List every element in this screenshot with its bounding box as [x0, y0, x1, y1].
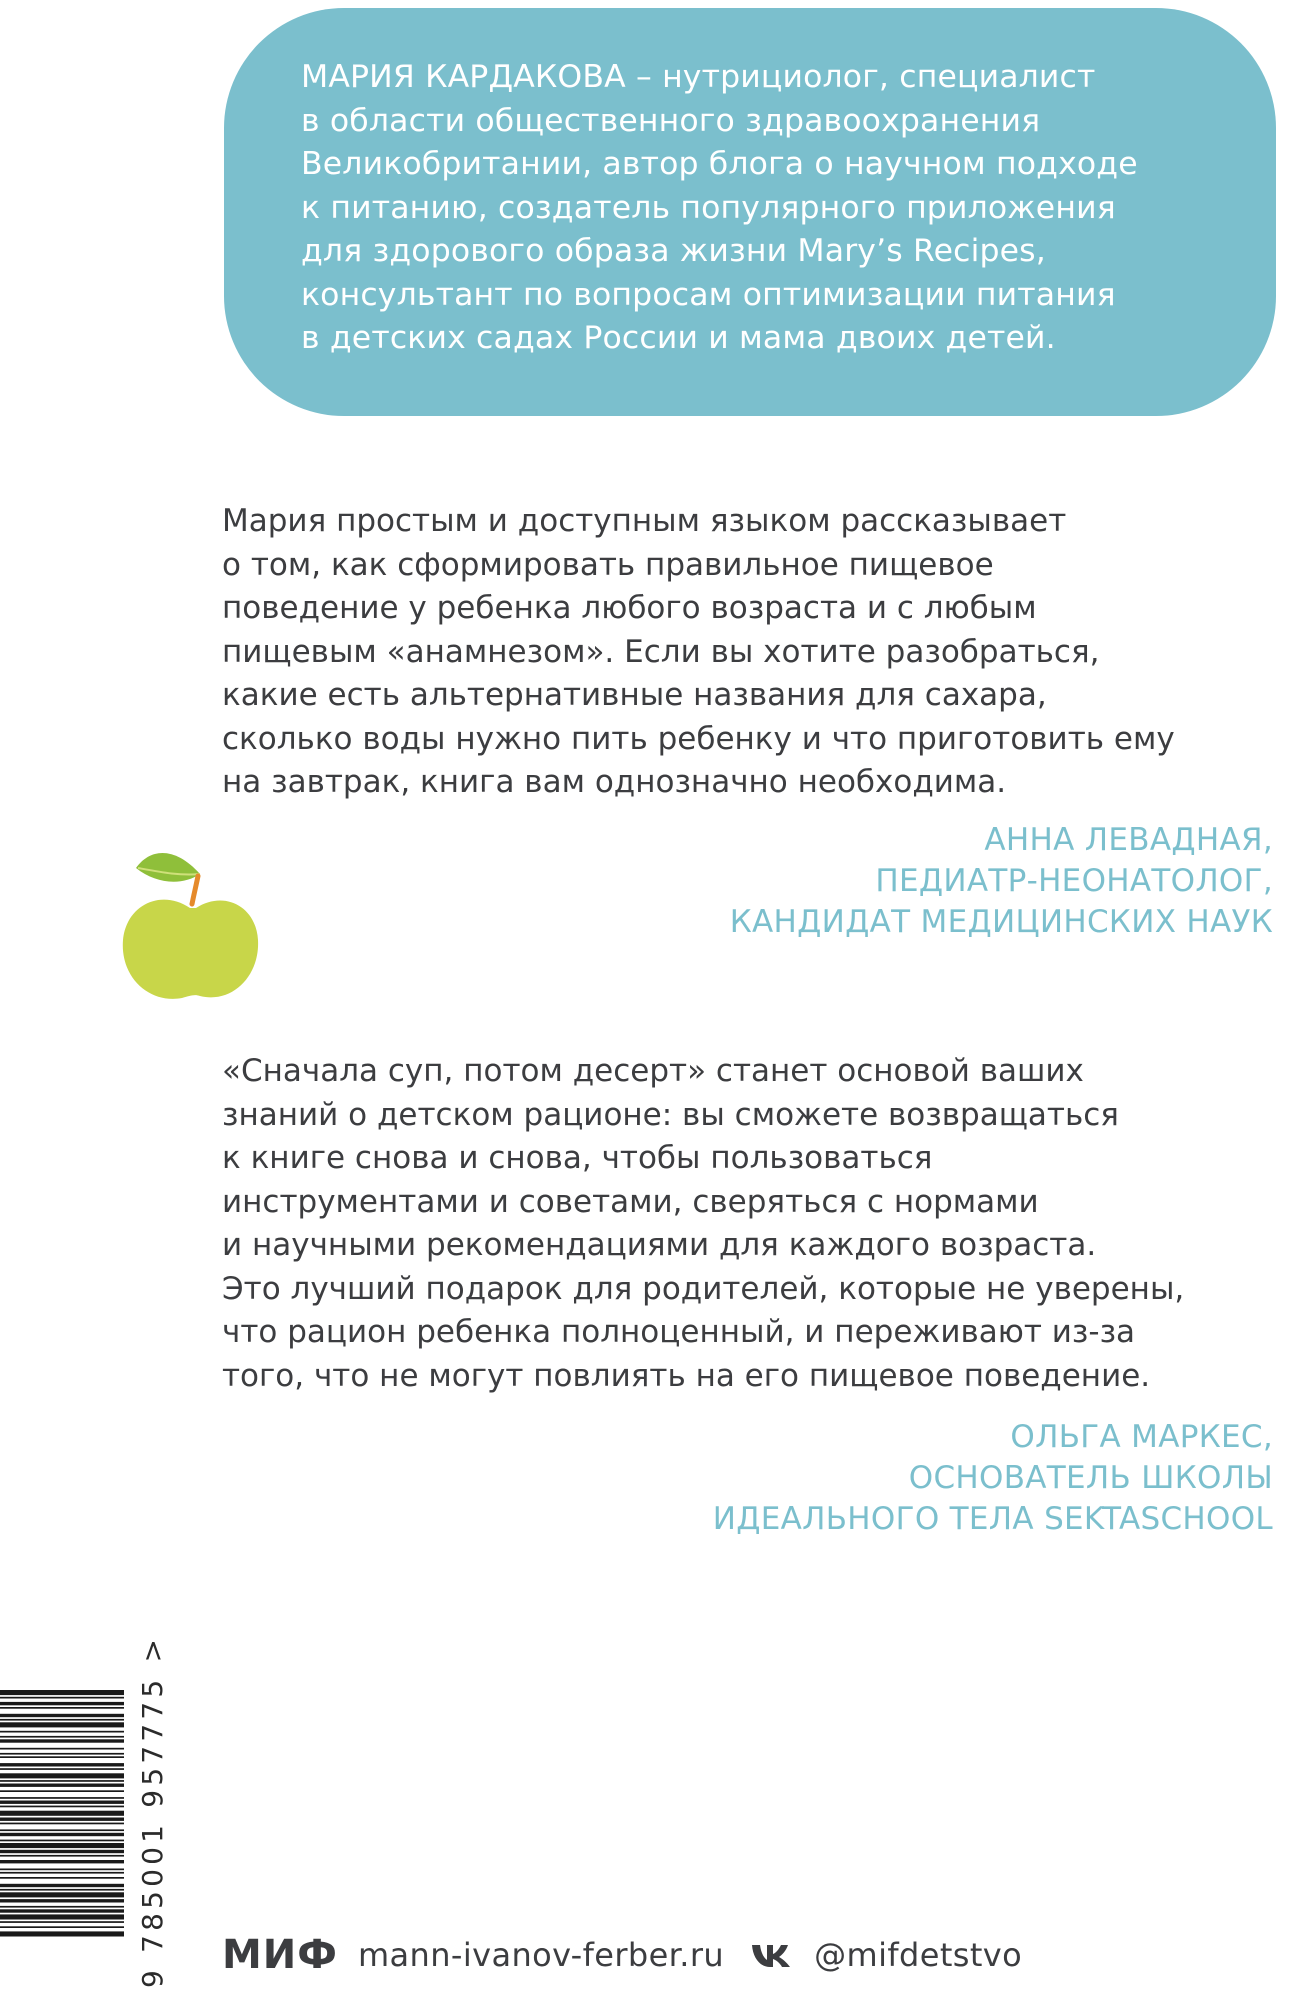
review-line: знаний о детском рационе: вы сможете возвращаться [222, 1096, 1119, 1133]
signature-levadnaya [573, 820, 1273, 943]
review-line: Мария простым и доступным языком рассказывает [222, 503, 1067, 539]
review-line: того, что не могут повлиять на его пищевое поведение. [222, 1357, 1151, 1394]
barcode-bar [0, 1797, 124, 1799]
barcode-bar [0, 1833, 124, 1836]
barcode-bar [0, 1899, 124, 1902]
barcode-bar [0, 1702, 124, 1705]
barcode-bar [0, 1748, 124, 1750]
author-bio-line-3: Великобритании, автор блога о научном подходе [301, 146, 1138, 182]
signature-line: ОСНОВАТЕЛЬ ШКОЛЫ [908, 1460, 1273, 1496]
review-line: инструментами и советами, сверяться с нормами [222, 1183, 1039, 1220]
barcode-bar [0, 1914, 124, 1919]
barcode-bar [0, 1714, 124, 1717]
review-line: поведение у ребенка любого возраста и с любым [222, 590, 1037, 626]
signature-markes [573, 1417, 1273, 1540]
barcode-bar [0, 1739, 124, 1742]
barcode-bar [0, 1892, 124, 1897]
barcode-bar [0, 1690, 124, 1695]
barcode-bar [0, 1855, 124, 1857]
barcode-bar [0, 1707, 124, 1709]
barcode-bar [0, 1780, 124, 1782]
author-bio-line-5: для здорового образа жизни Mary’s Recipes, [301, 233, 1046, 269]
author-bio [301, 56, 1231, 361]
barcode-bar [0, 1818, 124, 1821]
apple-icon [120, 828, 262, 1006]
review-line: какие есть альтернативные названия для сахара, [222, 677, 1047, 713]
publisher-footer [222, 1930, 1022, 1980]
review-line: к книге снова и снова, чтобы пользоваться [222, 1140, 933, 1176]
barcode-bar [0, 1926, 124, 1928]
barcode-bar [0, 1921, 124, 1923]
review-line: сколько воды нужно пить ребенку и что приготовить ему [222, 720, 1175, 757]
review-line: что рацион ребенка полноценный, и переживают из-за [222, 1314, 1136, 1350]
barcode-bar [0, 1872, 124, 1874]
author-bio-line-4: к питанию, создатель популярного приложения [301, 189, 1116, 226]
barcode-bar [0, 1931, 124, 1936]
barcode-bar [0, 1697, 124, 1699]
barcode-bar [0, 1840, 124, 1842]
author-bio-line-7: в детских садах России и мама двоих детей. [301, 320, 1056, 356]
barcode-bar [0, 1811, 124, 1816]
signature-line: ОЛЬГА МАРКЕС, [1010, 1419, 1273, 1455]
barcode-bar [0, 1829, 124, 1831]
barcode-bar [0, 1843, 124, 1848]
barcode-bar [0, 1850, 124, 1853]
barcode-bar [0, 1731, 124, 1733]
signature-line: КАНДИДАТ МЕДИЦИНСКИХ НАУК [729, 904, 1273, 940]
review-levadnaya [222, 500, 1282, 805]
barcode-bar [0, 1784, 124, 1787]
signature-line: АННА ЛЕВАДНАЯ, [984, 822, 1273, 858]
review-line: пищевым «анамнезом». Если вы хотите разобраться, [222, 633, 1100, 670]
barcode-bar [0, 1909, 124, 1912]
review-line: и научными рекомендациями для каждого возраста. [222, 1227, 1097, 1263]
author-bio-line-6: консультант по вопросам оптимизации питания [301, 276, 1116, 313]
review-line: Это лучший подарок для родителей, которые не уверены, [222, 1270, 1185, 1307]
publisher-logo: МИФ [222, 1932, 338, 1978]
barcode-bar [0, 1801, 124, 1804]
review-line: о том, как сформировать правильное пищевое [222, 546, 994, 583]
barcode-digits: 9 785001 957775 > [136, 1634, 169, 1988]
barcode-bar [0, 1889, 124, 1891]
author-name: МАРИЯ КАРДАКОВА [301, 59, 626, 95]
barcode-bar [0, 1823, 124, 1825]
signature-line: ПЕДИАТР-НЕОНАТОЛОГ, [875, 863, 1273, 899]
barcode-bar [0, 1753, 124, 1755]
barcode [0, 1688, 130, 2000]
barcode-bar [0, 1790, 124, 1792]
barcode-bar [0, 1884, 124, 1887]
barcode-bar [0, 1806, 124, 1808]
barcode-bar [0, 1719, 124, 1721]
barcode-bar [0, 1722, 124, 1727]
signature-line: ИДЕАЛЬНОГО ТЕЛА SEKTASCHOOL [712, 1501, 1273, 1537]
barcode-bar [0, 1756, 124, 1758]
publisher-website[interactable]: mann-ivanov-ferber.ru [357, 1936, 725, 1974]
author-bio-line-1: – нутрициолог, специалист [636, 59, 1096, 95]
review-line: на завтрак, книга вам однозначно необходима. [222, 764, 1007, 800]
review-markes [222, 1050, 1282, 1398]
vk-icon [750, 1941, 792, 1969]
barcode-bar [0, 1869, 124, 1871]
barcode-bar [0, 1736, 124, 1738]
barcode-bar [0, 1763, 124, 1766]
barcode-bar [0, 1906, 124, 1908]
barcode-bar [0, 1768, 124, 1770]
review-line: «Сначала суп, потом десерт» станет основой ваших [222, 1053, 1084, 1089]
author-bio-line-2: в области общественного здравоохранения [301, 102, 1041, 139]
barcode-bar [0, 1860, 124, 1863]
social-handle[interactable]: @mifdetstvo [814, 1936, 1023, 1974]
barcode-bar [0, 1877, 124, 1879]
barcode-bar [0, 1773, 124, 1778]
